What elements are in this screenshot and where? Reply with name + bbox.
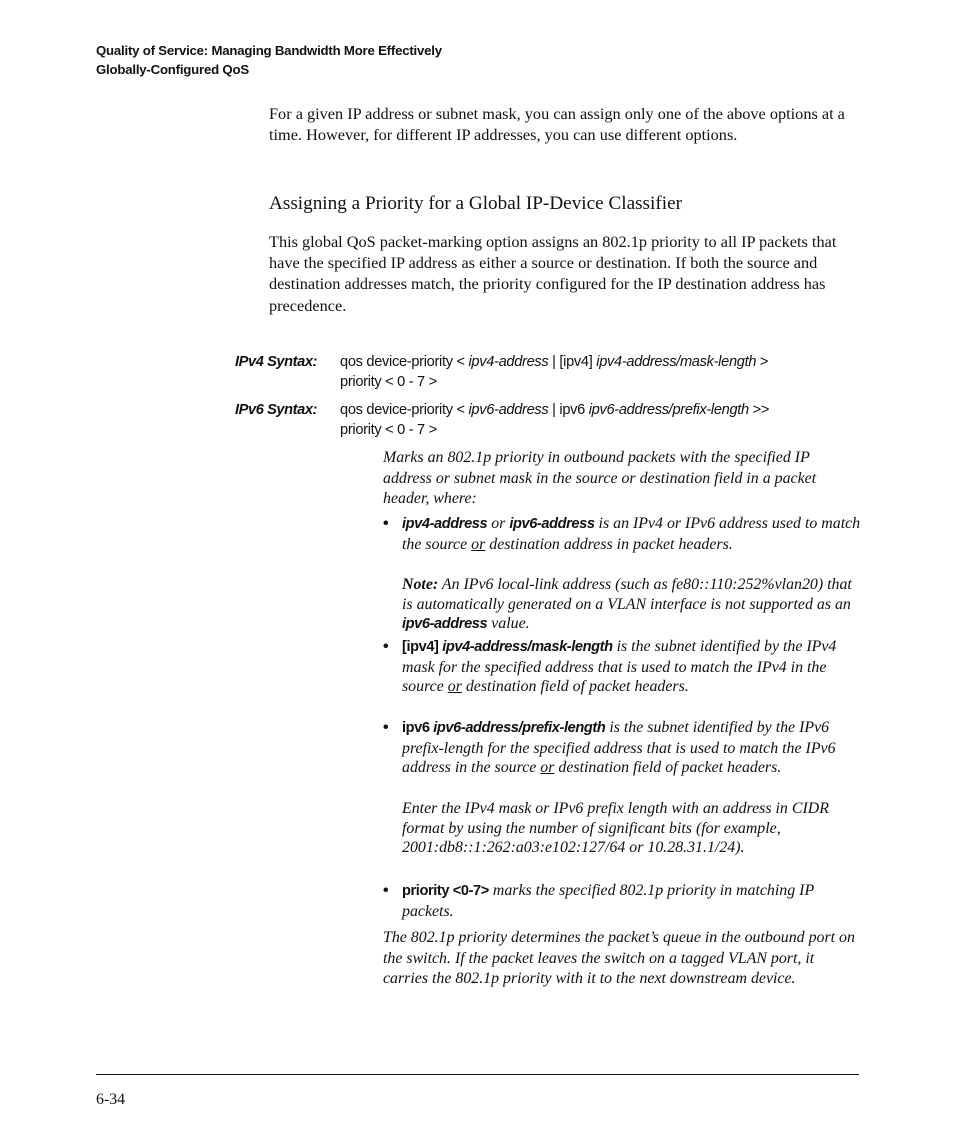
ipv4-syntax-command: qos device-priority < ipv4-address | [ipv4] ipv4-address/mask-length > priority < 0 - 7 > <box>340 354 769 390</box>
section-heading: Assigning a Priority for a Global IP-Device Classifier <box>269 193 682 214</box>
running-header <box>96 41 442 79</box>
bullet-marker: • <box>383 515 389 532</box>
bullet-marker: • <box>383 638 389 655</box>
bullet-marker: • <box>383 882 389 899</box>
closing-paragraph: The 802.1p priority determines the packet’s queue in the outbound port on the switch. If the packet leaves the switch on a tagged VLAN port, it carries the 802.1p priority with it to the next downstream device. <box>383 929 855 988</box>
bullet-ipv4-mask: • [ipv4] ipv4-address/mask-length is the subnet identified by the IPv4 mask for the specified address that is used to match the IPv4 in the source or destination field of packet headers. <box>383 638 837 696</box>
running-header-section: Globally-Configured QoS <box>96 62 249 77</box>
running-header-chapter: Quality of Service: Managing Bandwidth More Effectively <box>96 43 442 58</box>
page-number: 6-34 <box>96 1091 126 1108</box>
bullet-marker: • <box>383 719 389 736</box>
ipv6-syntax-command: qos device-priority < ipv6-address | ipv6 ipv6-address/prefix-length >> priority < 0 - 7 > <box>340 402 770 438</box>
cidr-format-note: Enter the IPv4 mask or IPv6 prefix length with an address in CIDR format by using the number of significant bits (for example, 2001:db8::1:262:a03:e102:127/64 or 10.28.31.1/24). <box>402 800 829 857</box>
description-intro: Marks an 802.1p priority in outbound packets with the specified IP address or subnet mask in the source or destination field in a packet header, where: <box>383 449 817 508</box>
ipv6-local-link-note: Note: An IPv6 local-link address (such as fe80::110:252%vlan20) that is automatically generated on a VLAN interface is not supported as an ipv6-address value. <box>402 576 852 633</box>
section-body-paragraph: This global QoS packet-marking option assigns an 802.1p priority to all IP packets that have the specified IP address as either a source or destination. If both the source and destination addresses match, the priority configured for the IP destination address has precedence. <box>269 232 837 315</box>
footer-rule <box>96 1074 859 1075</box>
bullet-priority: • priority <0-7> marks the specified 802.1p priority in matching IP packets. <box>383 882 814 920</box>
bullet-ip-address: • ipv4-address or ipv6-address is an IPv4 or IPv6 address used to match the source or destination address in packet headers. <box>383 515 861 553</box>
ipv4-syntax-label: IPv4 Syntax: <box>235 354 317 370</box>
ipv6-syntax-label: IPv6 Syntax: <box>235 402 317 418</box>
intro-paragraph: For a given IP address or subnet mask, you can assign only one of the above options at a time. However, for different IP addresses, you can use different options. <box>269 104 845 145</box>
bullet-ipv6-prefix: • ipv6 ipv6-address/prefix-length is the subnet identified by the IPv6 prefix-length for the specified address that is used to match the IPv6 address in the source or destination field of packet headers. <box>383 719 836 777</box>
